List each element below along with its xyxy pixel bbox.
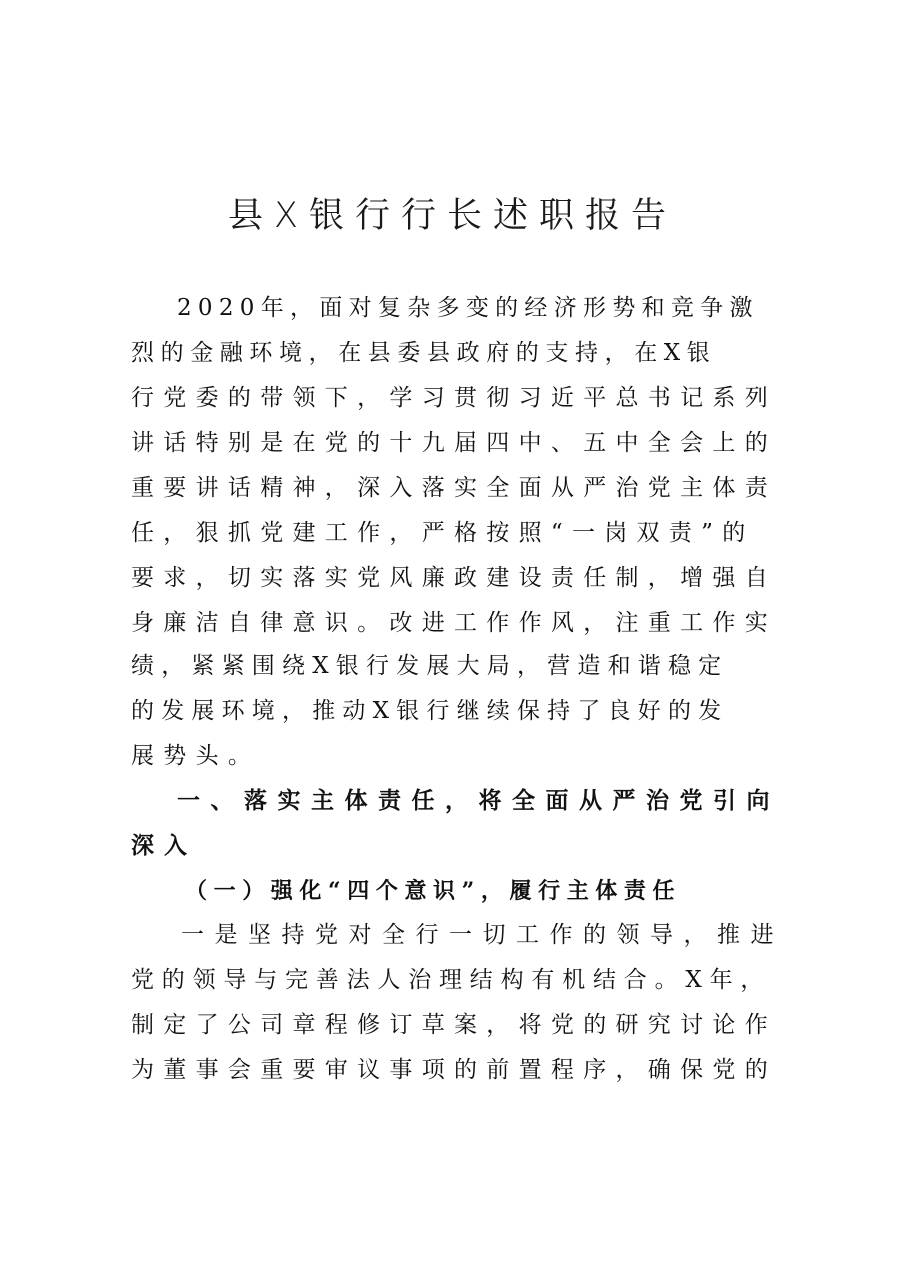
body-line: 的发展环境，推动X银行继续保持了良好的发 xyxy=(131,698,729,724)
body-line: 任，狠抓党建工作，严格按照“一岗双责”的 xyxy=(131,520,755,546)
body-line: 讲话特别是在党的十九届四中、五中全会上的 xyxy=(131,430,777,456)
body-line: 为董事会重要审议事项的前置程序，确保党的 xyxy=(131,1057,777,1083)
body-line: 展势头。 xyxy=(131,743,261,769)
body-line: 行党委的带领下，学习贯彻习近平总书记系列 xyxy=(131,385,777,411)
body-line: 绩，紧紧围绕X银行发展大局，营造和谐稳定 xyxy=(131,653,729,679)
document-title: 县X银行行长述职报告 xyxy=(228,196,677,236)
section-heading-1: 一、落实主体责任，将全面从严治党引向 xyxy=(177,787,780,814)
subsection-heading-1: （一）强化“四个意识”，履行主体责任 xyxy=(185,878,682,904)
body-line: 重要讲话精神，深入落实全面从严治党主体责 xyxy=(131,475,777,501)
body-line: 烈的金融环境，在县委县政府的支持，在X银 xyxy=(131,340,717,366)
section-heading-1-cont: 深入 xyxy=(131,832,197,859)
body-line: 制定了公司章程修订草案，将党的研究讨论作 xyxy=(131,1012,777,1038)
body-line: 要求，切实落实党风廉政建设责任制，增强自 xyxy=(131,565,777,591)
body-line: 身廉洁自律意识。改进工作作风，注重工作实 xyxy=(131,610,777,636)
body-line: 一是坚持党对全行一切工作的领导，推进 xyxy=(181,922,784,948)
body-line: 党的领导与完善法人治理结构有机结合。X年， xyxy=(131,967,772,993)
body-line: 2020年，面对复杂多变的经济形势和竞争激 xyxy=(177,295,759,321)
